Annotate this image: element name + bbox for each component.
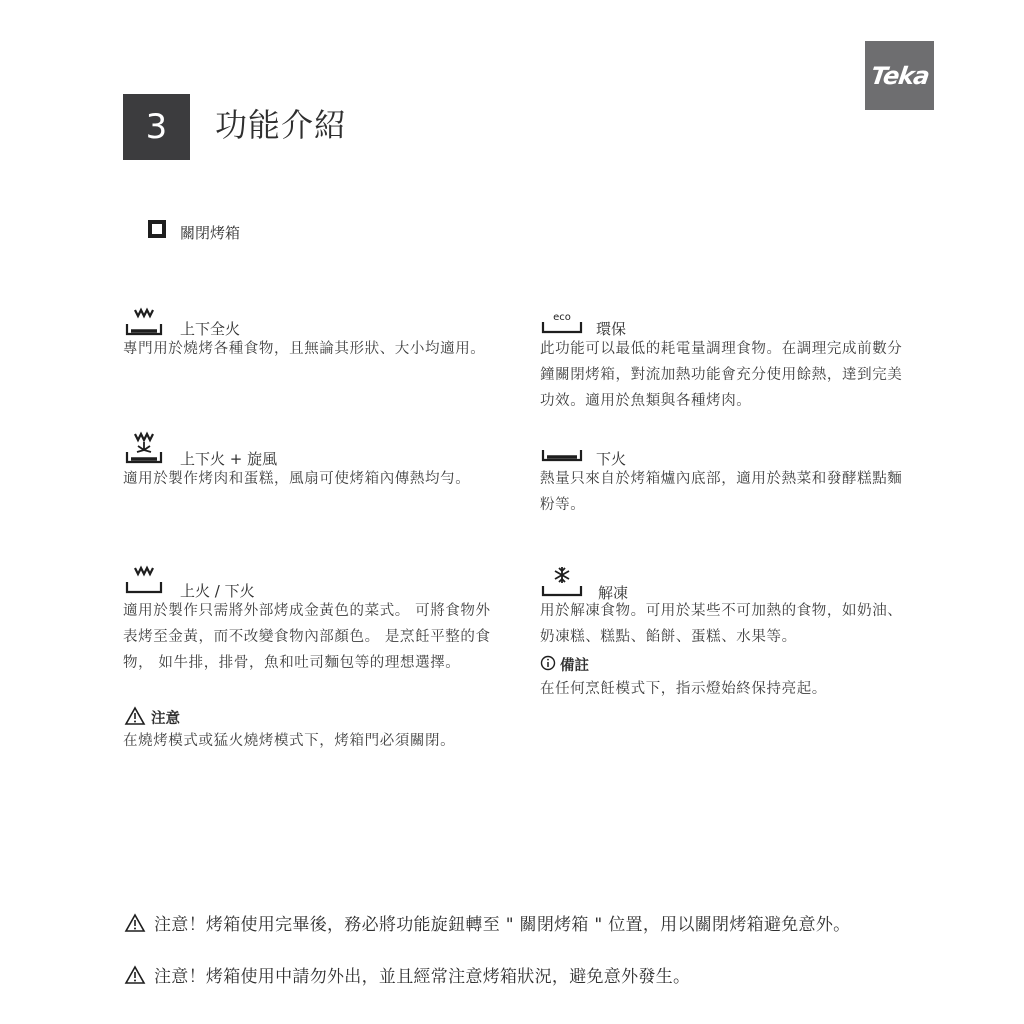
eco-icon xyxy=(540,310,584,336)
top-or-bottom-heat-icon xyxy=(124,562,164,596)
mode-label-bottom: 下火 xyxy=(596,450,627,468)
mode-desc-bottom: 熱量只來自於烤箱爐內底部，適用於熱菜和發酵糕點麵粉等。 xyxy=(540,471,903,513)
warning-line-2 xyxy=(124,962,690,987)
bottom-heat-icon xyxy=(540,442,584,466)
section-number-badge: 3 xyxy=(123,94,190,160)
caution-text: 在燒烤模式或猛火燒烤模式下，烤箱門必須關閉。 xyxy=(123,733,456,749)
oven-off-square-icon xyxy=(148,220,166,238)
mode-label-top-bottom-fan: 上下火 + 旋風 xyxy=(180,450,278,468)
logo-text: Teka xyxy=(868,61,931,90)
top-bottom-fan-icon xyxy=(124,430,164,466)
mode-label-top-bottom: 上下全火 xyxy=(180,320,241,338)
mode-label-defrost: 解凍 xyxy=(598,584,629,602)
warning-text-2: 注意！烤箱使用中請勿外出，並且經常注意烤箱狀況，避免意外發生。 xyxy=(154,967,691,987)
defrost-icon xyxy=(540,564,584,598)
mode-desc-top-or-bottom: 適用於製作只需將外部烤成金黃色的菜式。 可將食物外表烤至金黃，而不改變食物內部顏色。 是烹飪平整的食物， 如牛排，排骨，魚和吐司麵包等的理想選擇。 xyxy=(123,603,491,671)
mode-desc-defrost: 用於解凍食物。可用於某些不可加熱的食物，如奶油、奶凍糕、糕點、餡餅、蛋糕、水果等。 xyxy=(540,603,903,645)
page-title: 功能介紹 xyxy=(215,106,348,144)
remark-text: 在任何烹飪模式下，指示燈始終保持亮起。 xyxy=(540,681,827,697)
mode-desc-top-bottom: 專門用於燒烤各種食物，且無論其形狀、大小均適用。 xyxy=(123,341,486,357)
remark-title: 備註 xyxy=(560,658,589,674)
warning-text-1: 注意！烤箱使用完畢後，務必將功能旋鈕轉至 " 關閉烤箱 " 位置，用以關閉烤箱避免意外。 xyxy=(154,915,851,935)
mode-label-top-or-bottom: 上火 / 下火 xyxy=(180,582,255,600)
warning-triangle-icon xyxy=(124,706,146,726)
top-bottom-heat-icon xyxy=(124,304,164,338)
eco-icon-text: eco xyxy=(553,312,571,323)
warning-triangle-icon xyxy=(124,913,146,933)
teka-logo xyxy=(865,41,934,110)
mode-label-eco: 環保 xyxy=(596,320,627,338)
warning-triangle-icon xyxy=(124,965,146,985)
mode-desc-top-bottom-fan: 適用於製作烤肉和蛋糕，風扇可使烤箱內傳熱均勻。 xyxy=(123,471,471,487)
oven-off-label: 關閉烤箱 xyxy=(180,224,241,242)
info-circle-icon xyxy=(540,655,556,671)
warning-line-1 xyxy=(124,910,850,935)
caution-title: 注意 xyxy=(151,711,180,727)
mode-desc-eco: 此功能可以最低的耗電量調理食物。在調理完成前數分鐘關閉烤箱，對流加熱功能會充分使用餘熱，達到完美功效。適用於魚類與各種烤肉。 xyxy=(540,341,903,409)
